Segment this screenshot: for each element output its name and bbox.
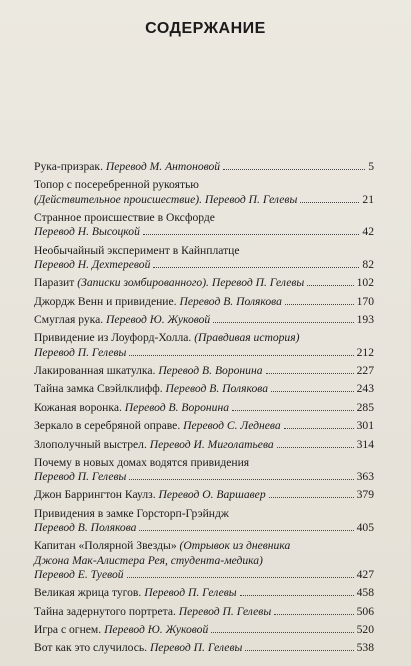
page-number: 227 xyxy=(356,363,374,377)
toc-entry-line xyxy=(34,193,374,207)
toc-entry-line xyxy=(34,382,374,396)
toc-entry-text xyxy=(34,438,274,452)
story-title: Топор с посеребренной рукоятью xyxy=(34,178,199,192)
toc-entry xyxy=(34,419,374,433)
translator-credit: Перевод В. Полякова xyxy=(179,294,282,308)
toc-entry-line xyxy=(34,211,374,225)
table-of-contents xyxy=(34,160,374,660)
toc-entry-line xyxy=(34,331,374,345)
story-title: Привидение из Лоуфорд-Холла. xyxy=(34,331,195,345)
dot-leader xyxy=(153,267,359,268)
translator-credit: (Действительное происшествие). Перевод П. Гелевы xyxy=(34,192,298,206)
toc-entry-line xyxy=(34,178,374,192)
translator-credit: Перевод Н. Дехтеревой xyxy=(34,257,151,271)
toc-entry-line xyxy=(34,507,374,521)
dot-leader xyxy=(129,355,353,356)
story-title: Паразит xyxy=(34,276,78,290)
page-number: 379 xyxy=(356,488,374,502)
story-title: Почему в новых домах водятся привидения xyxy=(34,455,250,469)
dot-leader xyxy=(285,304,354,305)
story-title: Рука-призрак. xyxy=(34,160,106,173)
translator-credit: (Записки зомбированного). Перевод П. Гелевы xyxy=(77,276,305,290)
translator-credit: Перевод Е. Туевой xyxy=(34,567,124,581)
page-number: 538 xyxy=(356,641,374,655)
toc-entry xyxy=(34,456,374,484)
toc-entry-text xyxy=(34,346,126,360)
toc-entry-text xyxy=(34,568,124,582)
page-number: 82 xyxy=(362,257,374,271)
dot-leader xyxy=(284,428,354,429)
translator-credit: Перевод Ю. Жуковой xyxy=(106,312,211,326)
toc-entry-text xyxy=(34,160,220,174)
toc-entry-text xyxy=(34,605,271,619)
translator-credit: Перевод П. Гелевы xyxy=(178,604,272,618)
toc-entry-text xyxy=(34,276,304,290)
toc-entry-line xyxy=(34,401,374,415)
page-number: 405 xyxy=(356,521,374,535)
toc-entry-line xyxy=(34,456,374,470)
dot-leader xyxy=(223,169,365,170)
page-number: 102 xyxy=(356,276,374,290)
toc-entry xyxy=(34,586,374,600)
page-number: 363 xyxy=(356,470,374,484)
story-title: Лакированная шкатулка. xyxy=(34,363,159,377)
toc-entry-line xyxy=(34,295,374,309)
toc-entry xyxy=(34,438,374,452)
page-number: 212 xyxy=(356,345,374,359)
story-title: Игра с огнем. xyxy=(34,623,105,637)
page-number: 21 xyxy=(362,192,374,206)
toc-entry xyxy=(34,539,374,582)
toc-entry-text xyxy=(34,641,242,655)
toc-entry xyxy=(34,178,374,206)
translator-credit: (Отрывок из дневника xyxy=(179,539,291,553)
toc-entry xyxy=(34,401,374,415)
toc-entry-line xyxy=(34,539,374,553)
page-number: 506 xyxy=(356,604,374,618)
story-title: Странное происшествие в Оксфорде xyxy=(34,210,215,224)
translator-credit: Перевод П. Гелевы xyxy=(144,586,237,600)
toc-entry-text xyxy=(34,364,263,378)
toc-entry-text xyxy=(34,488,266,502)
translator-credit: Перевод И. Миголатьева xyxy=(149,437,274,451)
toc-entry xyxy=(34,641,374,655)
toc-entry-line xyxy=(34,623,374,637)
toc-entry xyxy=(34,295,374,309)
toc-entry-text xyxy=(34,258,150,272)
toc-entry xyxy=(34,211,374,239)
page-number: 5 xyxy=(368,160,374,173)
toc-entry xyxy=(34,605,374,619)
dot-leader xyxy=(232,410,354,411)
dot-leader xyxy=(143,234,360,235)
toc-entry-line xyxy=(34,470,374,484)
toc-entry-text xyxy=(34,313,210,327)
toc-entry-text xyxy=(34,521,136,535)
page-number: 170 xyxy=(356,294,374,308)
dot-leader xyxy=(277,447,354,448)
page-number: 427 xyxy=(356,567,374,581)
toc-entry-text xyxy=(34,401,229,415)
toc-entry-line xyxy=(34,313,374,327)
story-title: Злополучный выстрел. xyxy=(34,437,150,451)
story-title: Вот как это случилось. xyxy=(34,641,150,655)
toc-entry-line xyxy=(34,346,374,360)
toc-entry-text xyxy=(34,419,281,433)
toc-entry xyxy=(34,160,374,174)
dot-leader xyxy=(266,373,354,374)
page-number: 458 xyxy=(356,586,374,600)
story-title: Джордж Венн и привидение. xyxy=(34,294,180,308)
toc-entry-line xyxy=(34,438,374,452)
translator-credit: Перевод В. Полякова xyxy=(34,521,137,535)
toc-entry xyxy=(34,507,374,535)
toc-entry-line xyxy=(34,488,374,502)
dot-leader xyxy=(269,497,354,498)
translator-credit: Перевод В. Воронина xyxy=(158,363,263,377)
toc-entry-line xyxy=(34,521,374,535)
toc-entry-text xyxy=(34,225,140,239)
story-title: Привидения в замке Горсторп-Грэйндж xyxy=(34,506,229,520)
translator-credit: Перевод П. Гелевы xyxy=(34,470,127,484)
translator-credit: Перевод М. Антоновой xyxy=(105,160,221,173)
dot-leader xyxy=(127,577,354,578)
toc-entry-line xyxy=(34,258,374,272)
toc-entry xyxy=(34,244,374,272)
dot-leader xyxy=(240,595,354,596)
page-title: СОДЕРЖАНИЕ xyxy=(145,20,266,37)
dot-leader xyxy=(271,391,354,392)
toc-entry-line xyxy=(34,419,374,433)
translator-credit: Джона Мак-Алистера Рея, студента-медика) xyxy=(34,553,263,567)
story-title: Тайна задернутого портрета. xyxy=(34,604,179,618)
toc-entry-line xyxy=(34,586,374,600)
page-number: 243 xyxy=(356,382,374,396)
toc-entry-line xyxy=(34,641,374,655)
story-title: Тайна замка Свэйлклифф. xyxy=(34,382,166,396)
toc-entry-line xyxy=(34,364,374,378)
toc-entry xyxy=(34,382,374,396)
toc-entry-text xyxy=(34,382,268,396)
page-number: 301 xyxy=(356,419,374,433)
page-number: 314 xyxy=(356,437,374,451)
toc-entry-line xyxy=(34,554,374,568)
dot-leader xyxy=(213,322,353,323)
toc-entry xyxy=(34,623,374,637)
translator-credit: Перевод О. Варшавер xyxy=(158,488,266,502)
translator-credit: Перевод Н. Высоцкой xyxy=(34,225,140,239)
toc-entry-text xyxy=(34,586,237,600)
dot-leader xyxy=(129,479,353,480)
toc-entry xyxy=(34,276,374,290)
toc-entry-text xyxy=(34,623,208,637)
toc-entry xyxy=(34,488,374,502)
story-title: Кожаная воронка. xyxy=(34,400,125,414)
translator-credit: Перевод С. Леднева xyxy=(183,419,281,433)
translator-credit: Перевод Ю. Жуковой xyxy=(104,623,209,637)
dot-leader xyxy=(211,632,353,633)
dot-leader xyxy=(307,285,353,286)
translator-credit: Перевод П. Гелевы xyxy=(34,345,127,359)
story-title: Великая жрица тугов. xyxy=(34,586,145,600)
toc-entry-text xyxy=(34,295,282,309)
translator-credit: (Правдивая история) xyxy=(194,331,300,345)
story-title: Зеркало в серебряной оправе. xyxy=(34,419,184,433)
toc-entry-line xyxy=(34,244,374,258)
toc-entry-line xyxy=(34,605,374,619)
dot-leader xyxy=(245,650,353,651)
toc-entry-line xyxy=(34,160,374,174)
toc-entry-text xyxy=(34,470,126,484)
toc-entry-line xyxy=(34,225,374,239)
dot-leader xyxy=(300,202,359,203)
story-title: Смуглая рука. xyxy=(34,312,107,326)
story-title: Джон Баррингтон Каулз. xyxy=(34,488,159,502)
story-title: Необычайный эксперимент в Кайнплатце xyxy=(34,243,240,257)
page-number: 520 xyxy=(356,623,374,637)
translator-credit: Перевод В. Полякова xyxy=(165,382,268,396)
toc-entry xyxy=(34,364,374,378)
toc-entry-line xyxy=(34,276,374,290)
page-number: 42 xyxy=(362,225,374,239)
dot-leader xyxy=(139,530,353,531)
translator-credit: Перевод П. Гелевы xyxy=(149,641,243,655)
page-number: 193 xyxy=(356,312,374,326)
toc-entry-text xyxy=(34,193,297,207)
page-number: 285 xyxy=(356,400,374,414)
story-title: Капитан «Полярной Звезды» xyxy=(34,539,180,553)
dot-leader xyxy=(274,614,353,615)
toc-entry-line xyxy=(34,568,374,582)
toc-entry xyxy=(34,331,374,359)
translator-credit: Перевод В. Воронина xyxy=(124,400,229,414)
toc-entry xyxy=(34,313,374,327)
